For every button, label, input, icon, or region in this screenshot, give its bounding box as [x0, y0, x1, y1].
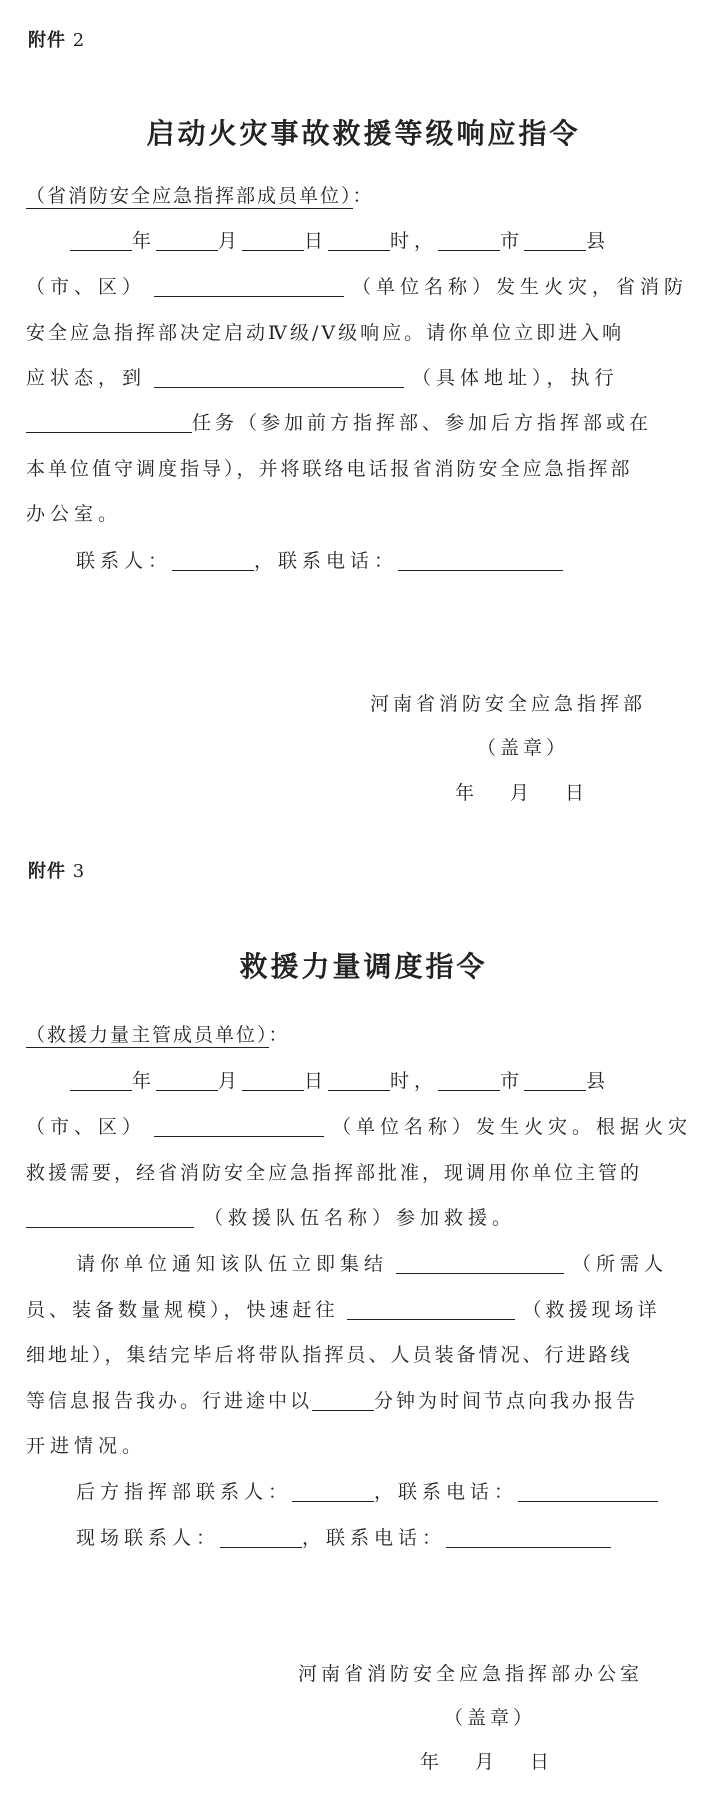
attachment-2-signature-org: 河南省消防安全应急指挥部 [370, 693, 647, 715]
attachment-3-line-3: 救援需要，经省消防安全应急指挥部批准，现调用你单位主管的 [26, 1162, 643, 1184]
phone-label: ，联系电话： [254, 550, 399, 572]
sign-month: 月 [510, 782, 534, 804]
site-contact-label: 现场联系人： [76, 1527, 221, 1549]
attachment-3-signature-org: 河南省消防安全应急指挥部办公室 [298, 1663, 644, 1685]
month-label: 月 [218, 1070, 243, 1092]
line4-suffix: （具体地址），执行 [412, 367, 619, 389]
attachment-3-label [28, 857, 85, 883]
line4-text: （救援队伍名称）参加救援。 [204, 1207, 517, 1229]
attachment-3-line-4 [26, 1206, 516, 1230]
attachment-2-seal: （盖章） [477, 737, 570, 759]
attachment-label-number: 3 [72, 861, 86, 882]
attachment-3-line-7: 细地址），集结完毕后将带队指挥员、人员装备情况、行进路线 [26, 1344, 633, 1366]
attachment-label-number: 2 [72, 30, 86, 51]
line8-prefix: 等信息报告我办。行进途中以 [26, 1390, 313, 1412]
line6-suffix: （救援现场详 [522, 1299, 661, 1321]
day-label: 日 [304, 1070, 329, 1092]
attachment-3-date-line [70, 1069, 610, 1093]
sign-year: 年 [420, 1751, 444, 1773]
recipient-colon: ： [268, 1024, 290, 1046]
line8-suffix: 分钟为时间节点向我办报告 [374, 1390, 639, 1412]
attachment-3-title: 救援力量调度指令 [239, 950, 488, 983]
sign-year: 年 [455, 782, 479, 804]
attachment-2-label [28, 26, 85, 52]
line5-suffix: （所需人 [572, 1253, 669, 1275]
attachment-2-line-5 [26, 411, 652, 435]
recipient-text: （省消防安全应急指挥部成员单位） [26, 185, 353, 207]
attachment-2-title: 启动火灾事故救援等级响应指令 [146, 117, 581, 150]
hour-label: 时， [390, 1070, 439, 1092]
city-label: 市 [500, 1070, 525, 1092]
attachment-2-contact-line [76, 549, 563, 573]
attachment-2-date-line [70, 229, 610, 253]
attachment-3-line-6 [26, 1298, 661, 1322]
rear-contact-label: 后方指挥部联系人： [76, 1481, 293, 1503]
county-label: 县 [586, 1070, 611, 1092]
year-label: 年 [132, 1070, 157, 1092]
recipient-colon: ： [352, 185, 374, 207]
recipient-text: （救援力量主管成员单位） [26, 1024, 269, 1046]
hour-label: 时， [390, 230, 439, 252]
attachment-3-rear-contact-line [76, 1480, 658, 1504]
month-label: 月 [218, 230, 243, 252]
sign-day: 日 [565, 782, 589, 804]
district-label: （市、区） [26, 276, 147, 298]
year-label: 年 [132, 230, 157, 252]
sign-day: 日 [530, 1751, 554, 1773]
district-label: （市、区） [26, 1116, 147, 1138]
site-phone-label: ，联系电话： [302, 1527, 447, 1549]
line6-prefix: 员、装备数量规模），快速赶往 [26, 1299, 339, 1321]
attachment-3-seal: （盖章） [444, 1707, 537, 1729]
day-label: 日 [304, 230, 329, 252]
attachment-2-line-4 [26, 366, 619, 390]
attachment-3-line-5 [76, 1252, 668, 1276]
line4-prefix: 应状态，到 [26, 367, 147, 389]
attachment-2-date [455, 778, 588, 805]
unit-name-text: （单位名称）发生火灾，省消防 [352, 276, 689, 298]
attachment-3-line-8 [26, 1389, 638, 1413]
attachment-2-line-7: 办公室。 [26, 503, 123, 525]
city-label: 市 [500, 230, 525, 252]
unit-name-text: （单位名称）发生火灾。根据火灾 [332, 1116, 693, 1138]
line5-text: 任务（参加前方指挥部、参加后方指挥部或在 [192, 412, 653, 434]
county-label: 县 [586, 230, 611, 252]
sign-month: 月 [475, 1751, 499, 1773]
attachment-2-line-3: 安全应急指挥部决定启动Ⅳ级/Ⅴ级响应。请你单位立即进入响 [26, 322, 625, 344]
attachment-3-line-2 [26, 1115, 692, 1139]
attachment-3-line-9: 开进情况。 [26, 1435, 147, 1457]
attachment-2-line-2 [26, 275, 688, 299]
attachment-label-word: 附件 [28, 30, 66, 51]
attachment-2-line-6: 本单位值守调度指导），并将联络电话报省消防安全应急指挥部 [26, 458, 633, 480]
attachment-2-recipient [26, 184, 374, 208]
attachment-3-site-contact-line [76, 1526, 611, 1550]
line5-prefix: 请你单位通知该队伍立即集结 [76, 1253, 389, 1275]
attachment-3-recipient [26, 1023, 290, 1047]
contact-label: 联系人： [76, 550, 173, 572]
attachment-3-date [420, 1747, 553, 1774]
attachment-label-word: 附件 [28, 861, 66, 882]
rear-phone-label: ，联系电话： [374, 1481, 519, 1503]
